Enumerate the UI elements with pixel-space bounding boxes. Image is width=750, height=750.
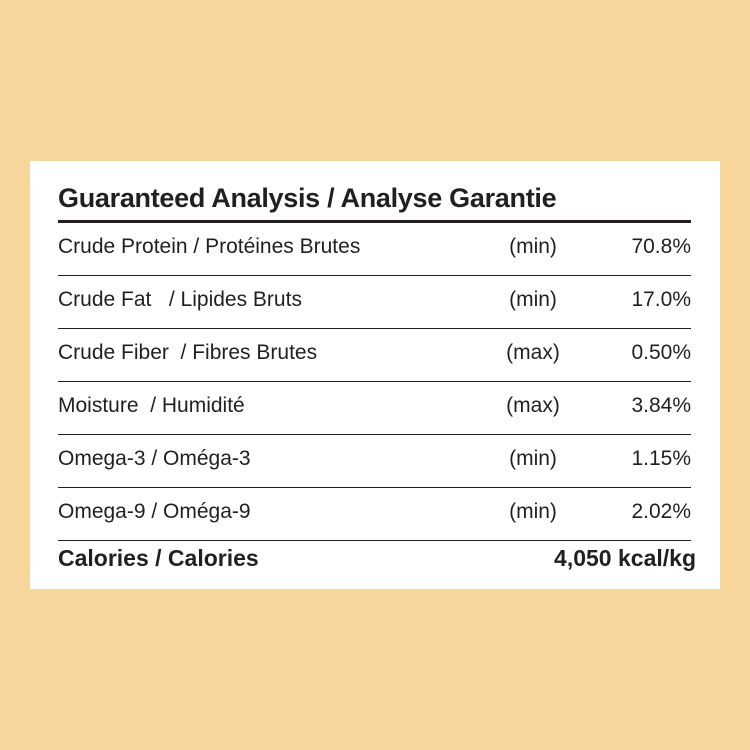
analysis-row-moisture bbox=[58, 382, 691, 435]
row-value: 1.15% bbox=[631, 447, 691, 470]
row-qualifier: (min) bbox=[509, 235, 557, 258]
guaranteed-analysis-panel bbox=[30, 161, 720, 589]
row-qualifier: (min) bbox=[509, 288, 557, 311]
row-label: Omega-9 / Oméga-9 bbox=[58, 500, 251, 523]
row-label: Crude Fiber / Fibres Brutes bbox=[58, 341, 318, 364]
row-value: 0.50% bbox=[631, 341, 691, 364]
analysis-row-omega-3 bbox=[58, 435, 691, 488]
analysis-row-crude-fiber bbox=[58, 329, 691, 382]
row-value: 2.02% bbox=[631, 500, 691, 523]
calories-value: 4,050 kcal/kg bbox=[554, 545, 696, 571]
analysis-row-crude-protein bbox=[58, 223, 691, 276]
row-qualifier: (min) bbox=[509, 500, 557, 523]
row-qualifier: (max) bbox=[506, 341, 560, 364]
row-label: Moisture / Humidité bbox=[58, 394, 245, 417]
row-qualifier: (min) bbox=[509, 447, 557, 470]
row-value: 70.8% bbox=[631, 235, 691, 258]
calories-row bbox=[58, 543, 696, 579]
row-value: 17.0% bbox=[631, 288, 691, 311]
row-value: 3.84% bbox=[631, 394, 691, 417]
row-label: Crude Fat / Lipides Bruts bbox=[58, 288, 302, 311]
panel-title: Guaranteed Analysis / Analyse Garantie bbox=[58, 183, 557, 213]
analysis-row-crude-fat bbox=[58, 276, 691, 329]
row-label: Crude Protein / Protéines Brutes bbox=[58, 235, 361, 258]
row-label: Omega-3 / Oméga-3 bbox=[58, 447, 251, 470]
analysis-row-omega-9 bbox=[58, 488, 691, 541]
row-qualifier: (max) bbox=[506, 394, 560, 417]
calories-label: Calories / Calories bbox=[58, 545, 259, 571]
